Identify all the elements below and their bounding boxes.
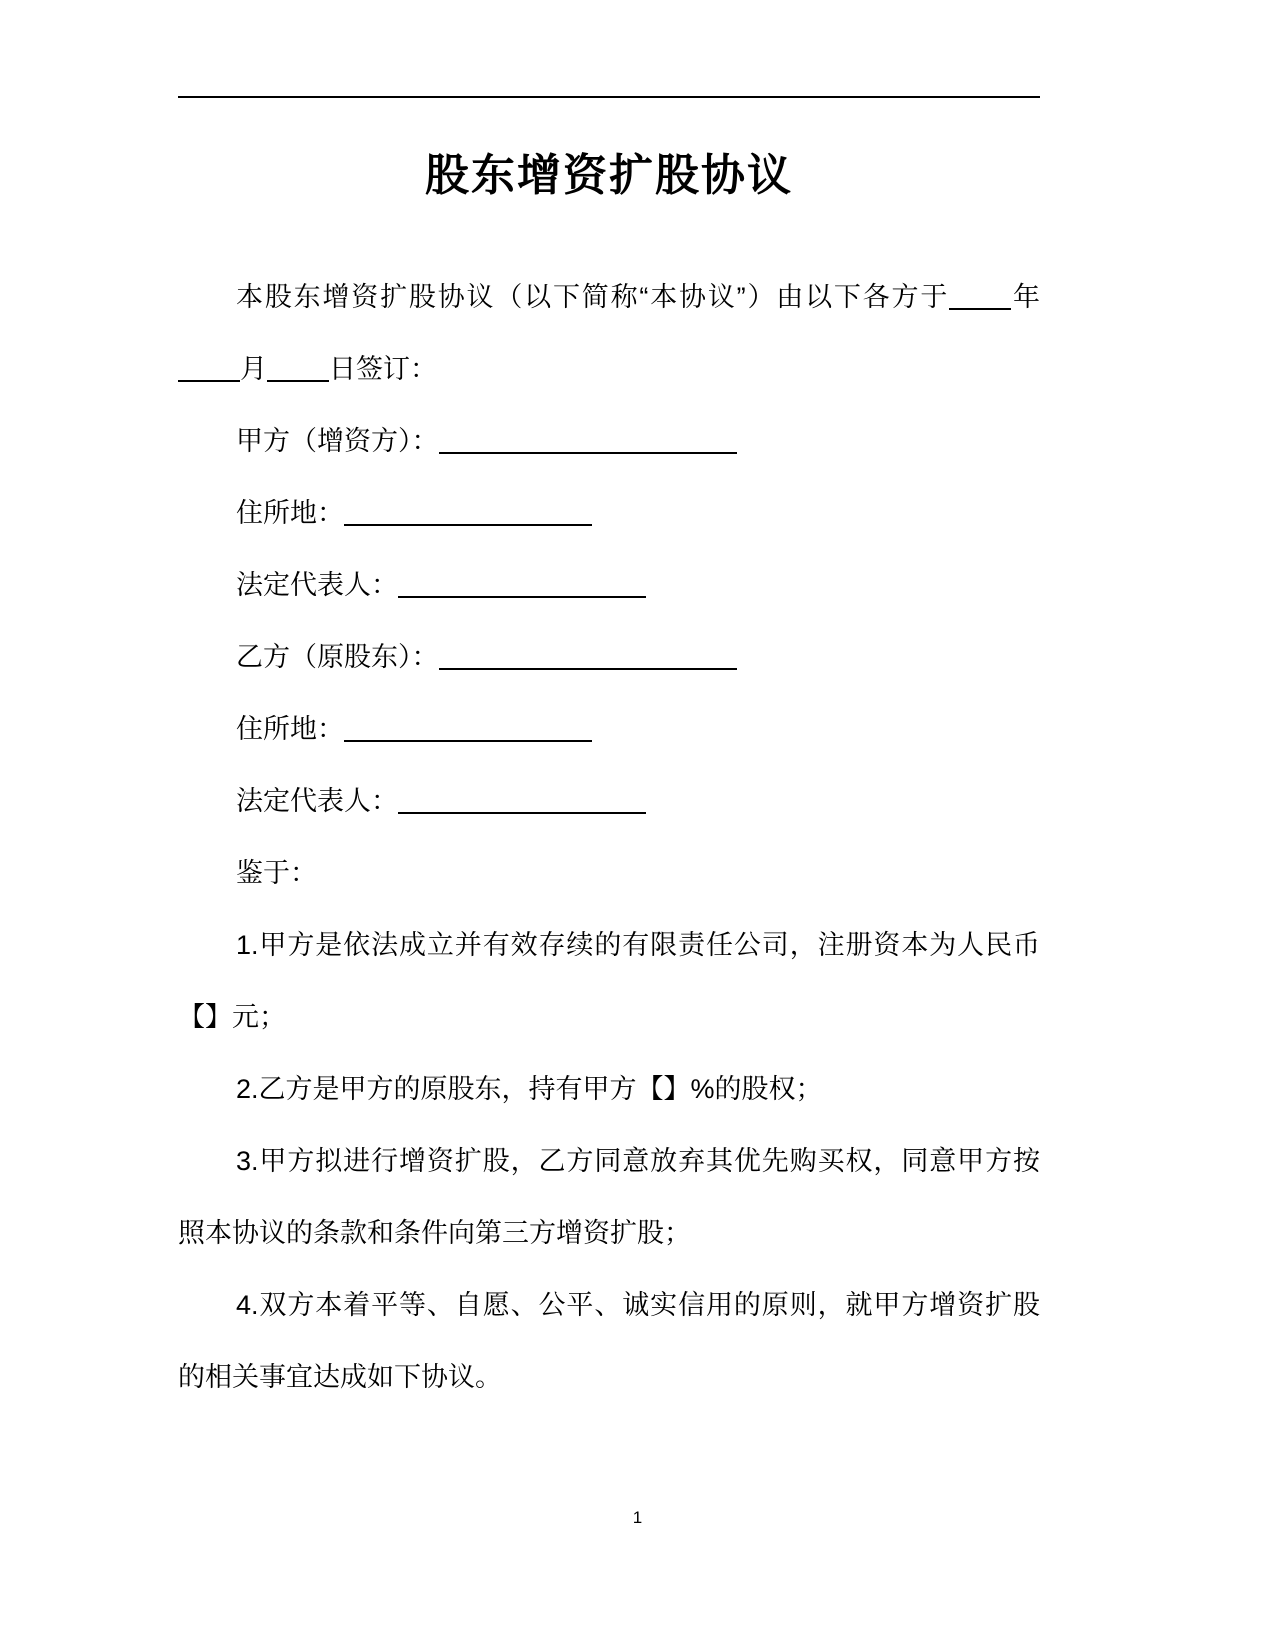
party-label: 住所地： bbox=[236, 497, 344, 528]
month-blank[interactable] bbox=[178, 380, 240, 382]
party-b-name-blank[interactable] bbox=[439, 668, 737, 670]
recital-item-4: 4.双方本着平等、自愿、公平、诚实信用的原则，就甲方增资扩股的相关事宜达成如下协议。 bbox=[178, 1289, 1040, 1392]
party-line-party-b-representative bbox=[178, 765, 1040, 837]
party-label: 法定代表人： bbox=[236, 569, 398, 600]
party-label: 乙方（原股东）： bbox=[236, 641, 439, 672]
intro-year-label: 年 bbox=[1011, 281, 1041, 312]
party-a-representative-blank[interactable] bbox=[398, 596, 646, 598]
recitals-heading: 鉴于： bbox=[236, 857, 317, 888]
party-line-party-a bbox=[178, 405, 1040, 477]
party-b-representative-blank[interactable] bbox=[398, 812, 646, 814]
party-a-address-blank[interactable] bbox=[344, 524, 592, 526]
page-title: 股东增资扩股协议 bbox=[425, 151, 793, 200]
document-body bbox=[178, 150, 1040, 1413]
recital-item-2: 2.乙方是甲方的原股东，持有甲方【】%的股权； bbox=[236, 1073, 823, 1104]
party-b-address-blank[interactable] bbox=[344, 740, 592, 742]
party-line-party-a-address bbox=[178, 477, 1040, 549]
recital-item-1: 1.甲方是依法成立并有效存续的有限责任公司，注册资本为人民币【】元； bbox=[178, 929, 1040, 1032]
intro-month-label: 月 bbox=[240, 353, 267, 384]
party-line-party-b-address bbox=[178, 693, 1040, 765]
party-label: 甲方（增资方）： bbox=[236, 425, 439, 456]
party-label: 住所地： bbox=[236, 713, 344, 744]
year-blank[interactable] bbox=[949, 308, 1011, 310]
intro-lead-text: 本股东增资扩股协议（以下简称“本协议”）由以下各方于 bbox=[236, 281, 950, 312]
recital-item-3: 3.甲方拟进行增资扩股，乙方同意放弃其优先购买权，同意甲方按照本协议的条款和条件向第三方增资扩股； bbox=[178, 1145, 1040, 1248]
day-blank[interactable] bbox=[267, 380, 329, 382]
page-number: 1 bbox=[632, 1508, 643, 1527]
header-divider bbox=[178, 96, 1040, 98]
party-label: 法定代表人： bbox=[236, 785, 398, 816]
intro-paragraph bbox=[178, 261, 1040, 405]
party-line-party-a-representative bbox=[178, 549, 1040, 621]
party-line-party-b bbox=[178, 621, 1040, 693]
intro-day-label: 日签订： bbox=[329, 353, 437, 384]
party-a-name-blank[interactable] bbox=[439, 452, 737, 454]
